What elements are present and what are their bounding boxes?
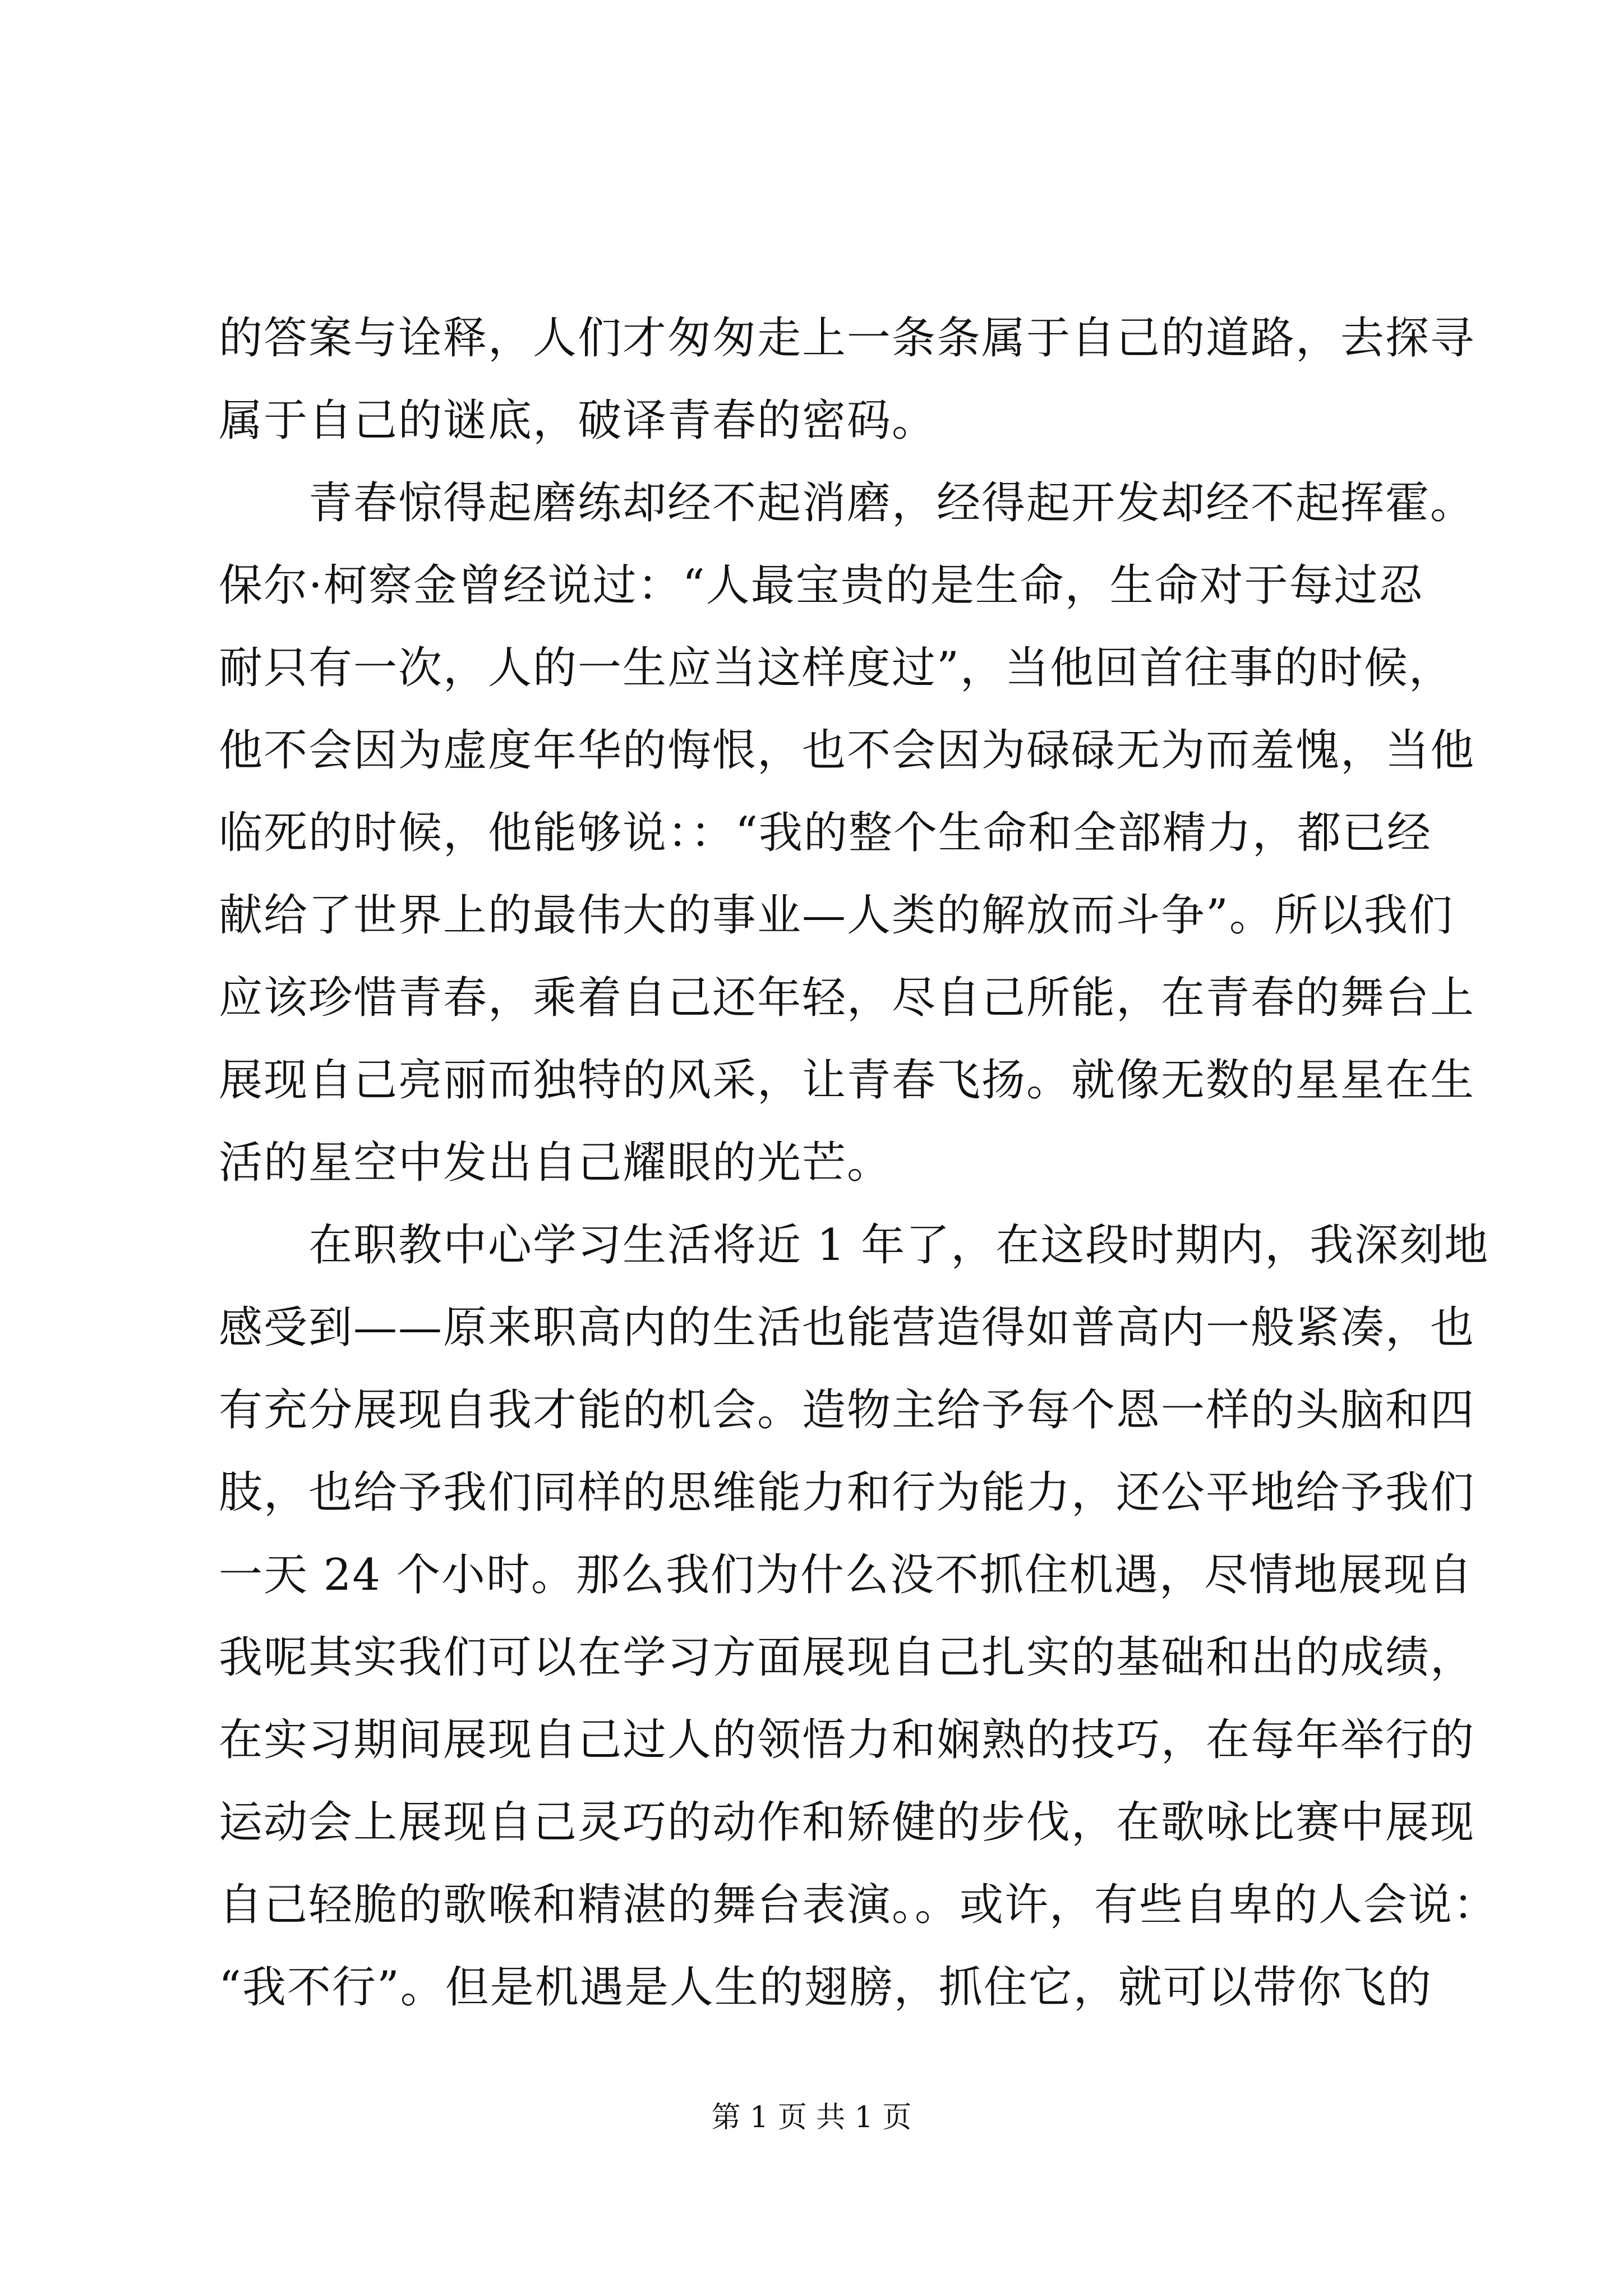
text-line: 耐只有一次，人的一生应当这样度过”，当他回首往事的时候， <box>219 643 1454 693</box>
text-line: 有充分展现自我才能的机会。造物主给予每个恩一样的头脑和四 <box>219 1385 1476 1435</box>
text-line: 展现自己亮丽而独特的风采，让青春飞扬。就像无数的星星在生 <box>219 1055 1476 1106</box>
text-line: 肢，也给予我们同样的思维能力和行为能力，还公平地给予我们 <box>219 1467 1476 1518</box>
text-line: 运动会上展现自己灵巧的动作和矫健的步伐，在歌咏比赛中展现 <box>219 1797 1476 1848</box>
text-line: 的答案与诠释，人们才匆匆走上一条条属于自己的道路，去探寻 <box>219 313 1476 364</box>
body-text <box>219 297 1498 2029</box>
text-line: 青春惊得起磨练却经不起消磨，经得起开发却经不起挥霍。 <box>219 478 1476 528</box>
text-line: 在职教中心学习生活将近 1 年了，在这段时期内，我深刻地 <box>219 1220 1490 1271</box>
text-line: “我不行”。但是机遇是人生的翅膀，抓住它，就可以带你飞的 <box>219 1962 1432 2013</box>
text-line: 自己轻脆的歌喉和精湛的舞台表演。。或许，有些自卑的人会说： <box>219 1880 1498 1930</box>
page-footer: 第 1 页 共 1 页 <box>711 2101 912 2134</box>
text-line: 献给了世界上的最伟大的事业—人类的解放而斗争”。所以我们 <box>219 890 1454 941</box>
text-line: 感受到——原来职高内的生活也能营造得如普高内一般紧凑，也 <box>219 1303 1476 1353</box>
text-line: 活的星空中发出自己耀眼的光芒。 <box>219 1138 892 1188</box>
text-line: 在实习期间展现自己过人的领悟力和娴熟的技巧，在每年举行的 <box>219 1715 1476 1765</box>
text-line: 我呢其实我们可以在学习方面展现自己扎实的基础和出的成绩， <box>219 1632 1476 1683</box>
text-line: 属于自己的谜底，破译青春的密码。 <box>219 395 937 446</box>
text-line: 临死的时候，他能够说：：“我的整个生命和全部精力，都已经 <box>219 808 1432 858</box>
text-line: 一天 24 个小时。那么我们为什么没不抓住机遇，尽情地展现自 <box>219 1550 1473 1600</box>
text-line: 保尔·柯察金曾经说过：“人最宝贵的是生命，生命对于每过忍 <box>219 560 1424 611</box>
text-line: 他不会因为虚度年华的悔恨，也不会因为碌碌无为而羞愧，当他 <box>219 725 1476 776</box>
text-line: 应该珍惜青春，乘着自己还年轻，尽自己所能，在青春的舞台上 <box>219 973 1476 1023</box>
